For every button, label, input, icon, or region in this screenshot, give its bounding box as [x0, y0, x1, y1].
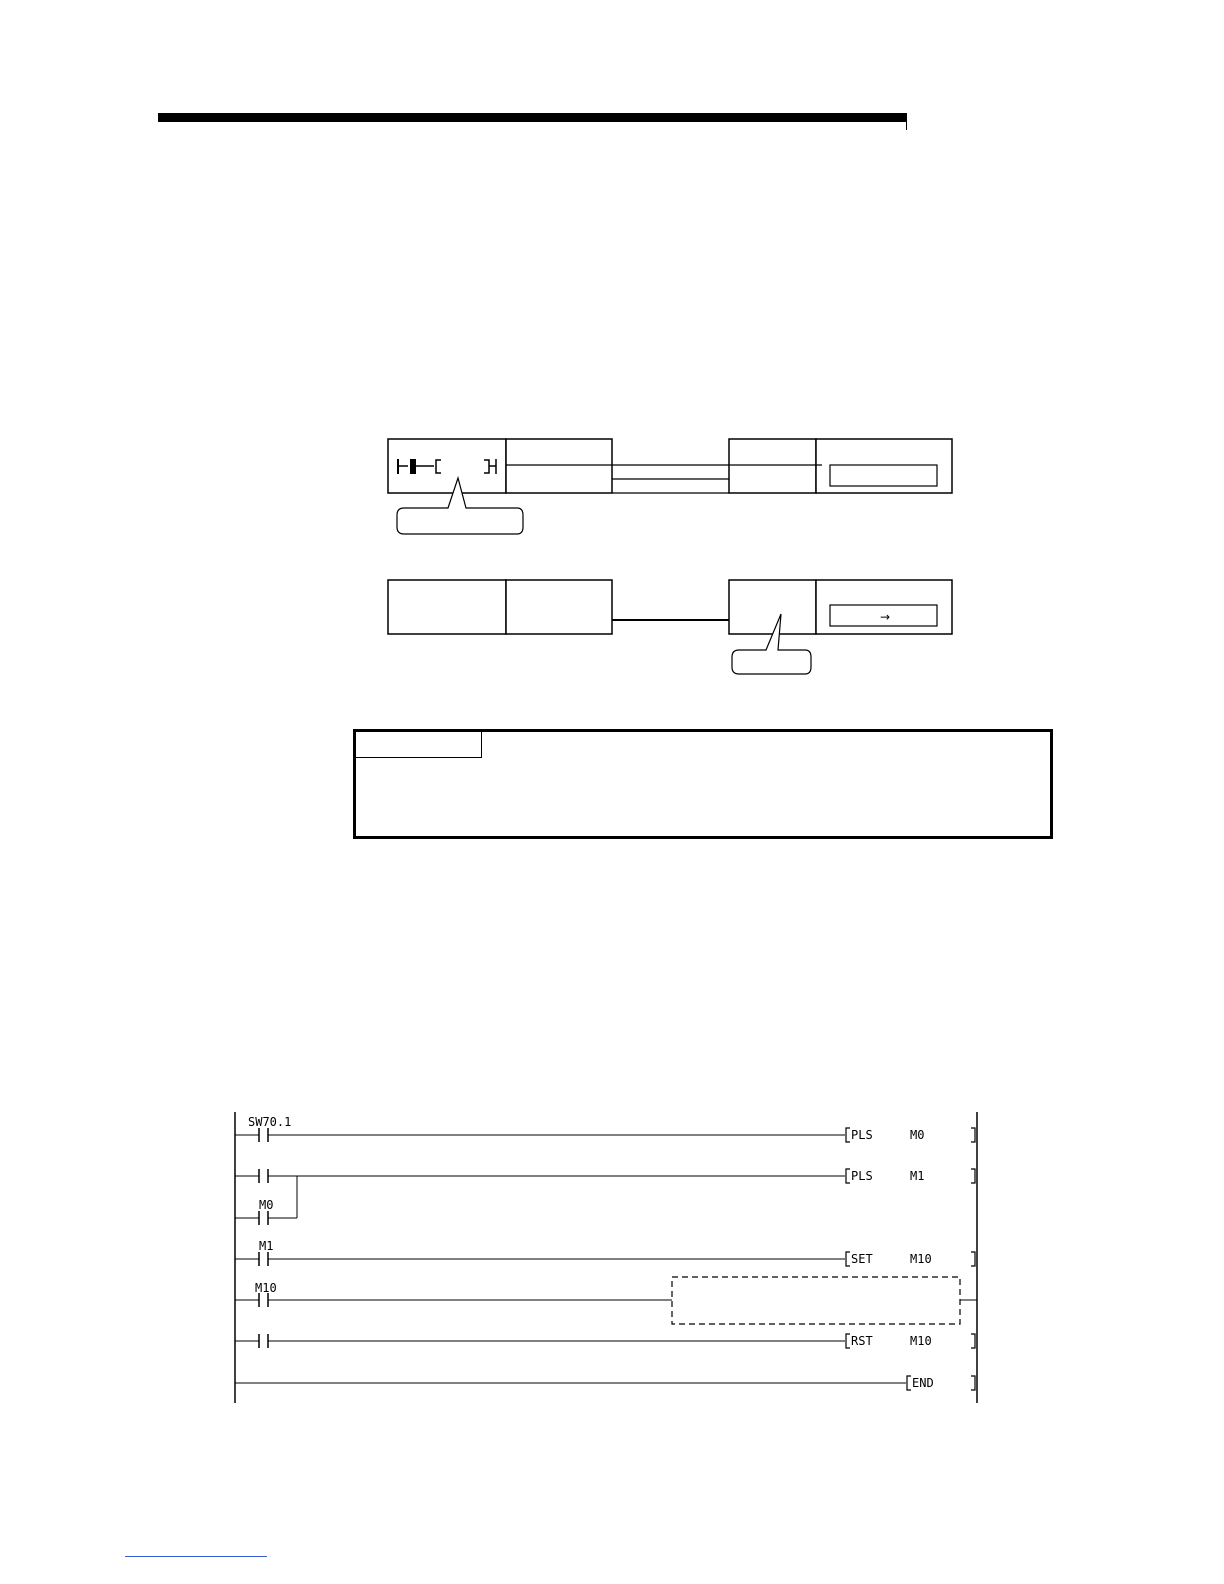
instruction-device-m10-set: M10 — [910, 1252, 932, 1266]
station-b2-module-box — [729, 580, 816, 634]
contact-label-sw70-1: SW70.1 — [248, 1115, 292, 1129]
station-b2-arrow: → — [879, 610, 891, 624]
contact-label-m10: M10 — [255, 1281, 277, 1295]
station-a2-module-box — [506, 580, 612, 634]
instruction-op-rst: RST — [851, 1334, 873, 1348]
station-b-device-field — [830, 465, 937, 486]
rung-6-end — [235, 1376, 975, 1390]
instruction-op-pls-1: PLS — [851, 1128, 873, 1142]
contact-label-m1: M1 — [259, 1239, 274, 1253]
station-b-module-box — [729, 439, 816, 493]
rung-1 — [235, 1115, 975, 1142]
instruction-device-m10-rst: M10 — [910, 1334, 932, 1348]
instruction-op-set: SET — [851, 1252, 873, 1266]
contact-label-m0: M0 — [259, 1198, 274, 1212]
instruction-op-end: END — [912, 1376, 934, 1390]
station-a2-cpu-box — [388, 580, 506, 634]
rung-2 — [235, 1169, 975, 1225]
instruction-device-m0: M0 — [910, 1128, 925, 1142]
ladder-program — [0, 1100, 1224, 1420]
rung-3 — [235, 1239, 975, 1266]
communication-diagram — [0, 0, 1224, 720]
rung-5 — [235, 1334, 975, 1348]
footer-link-underline[interactable] — [125, 1556, 267, 1557]
instruction-device-m1: M1 — [910, 1169, 925, 1183]
instruction-op-pls-2: PLS — [851, 1169, 873, 1183]
rung-4 — [235, 1277, 977, 1324]
station-a-module-box — [506, 439, 612, 493]
program-placeholder-box — [672, 1277, 960, 1324]
note-box-tab — [353, 729, 482, 758]
